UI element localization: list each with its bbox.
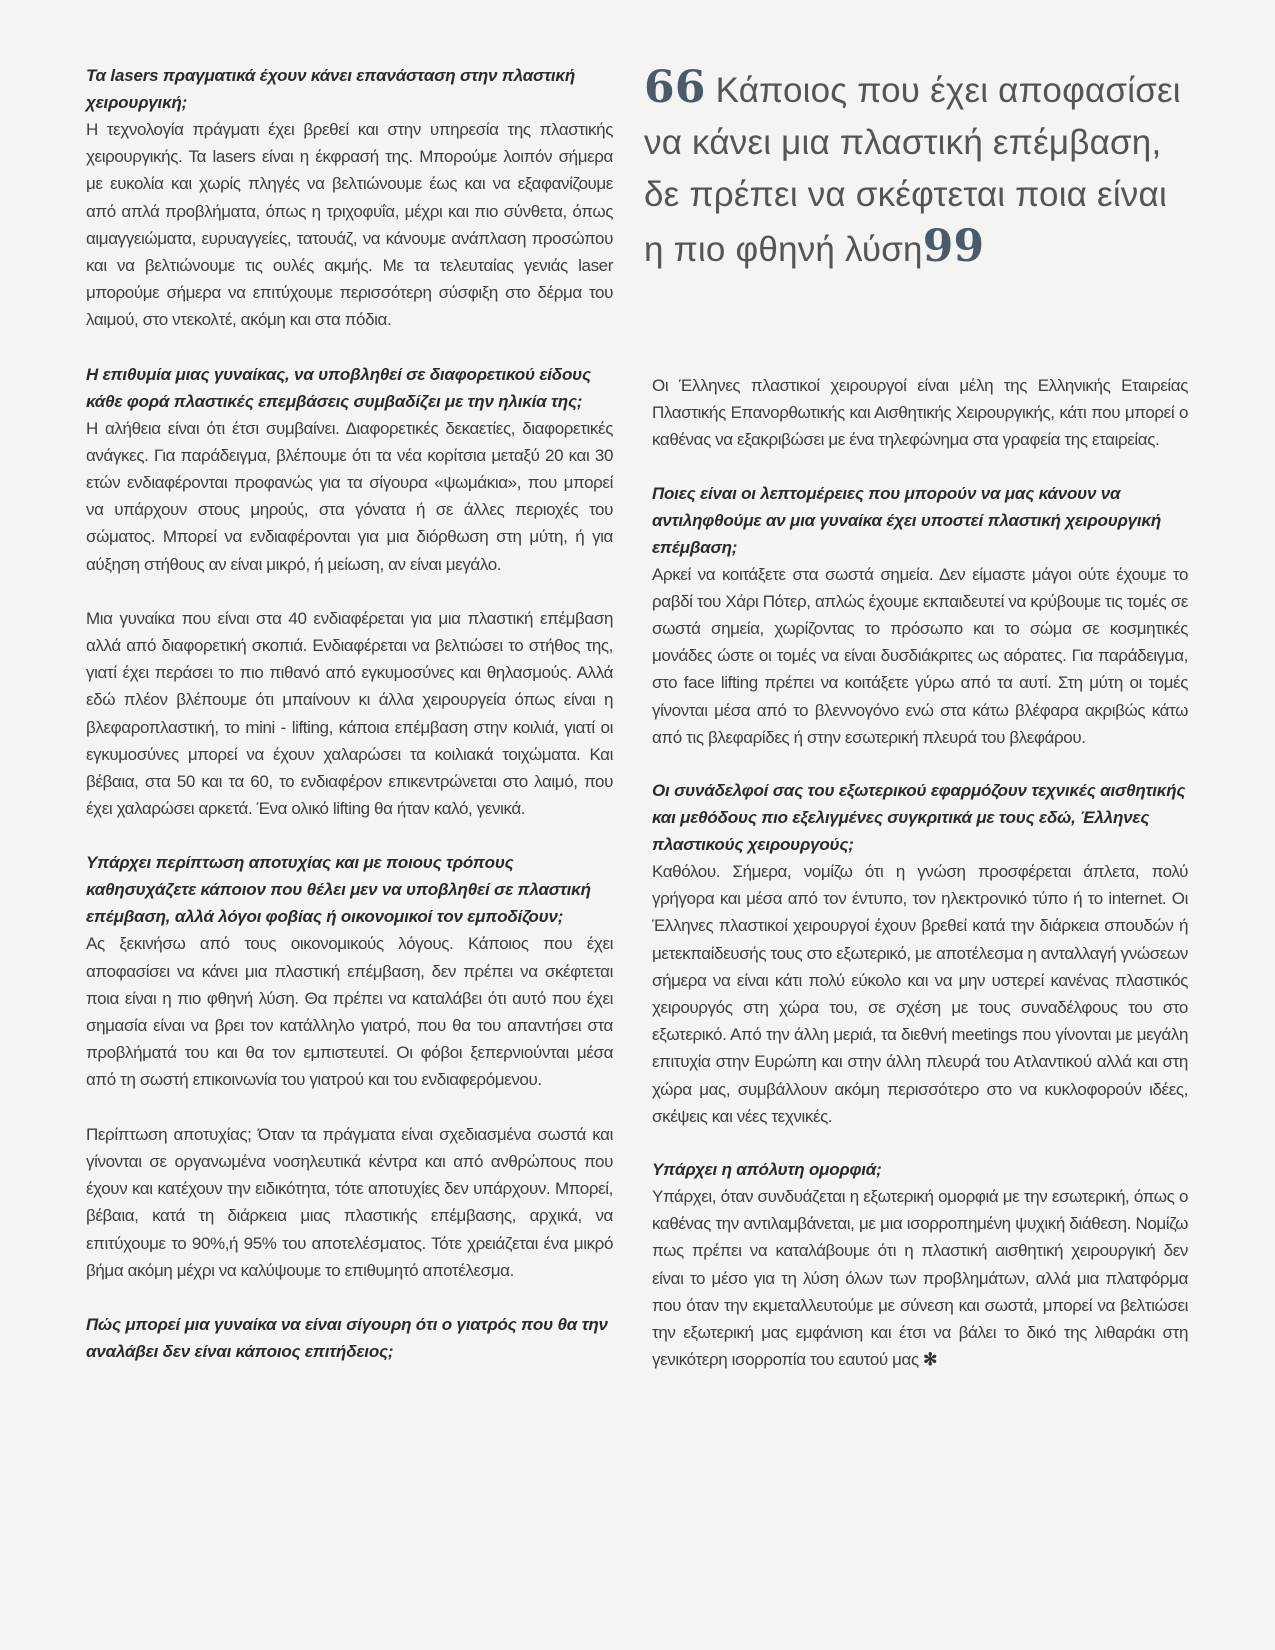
left-column [86,62,613,1365]
question-failure: Υπάρχει περίπτωση αποτυχίας και με ποιους τρόπους καθησυχάζετε κάποιον που θέλει μεν να υποβληθεί σε πλαστική επέμβαση, αλλά λόγοι φοβίας ή οικονομικοί τον εμποδίζουν; [86,853,591,927]
answer-failure: Ας ξεκινήσω από τους οικονομικούς λόγους. Κάποιος που έχει αποφασίσει να κάνει μια πλαστική επέμβαση, δεν πρέπει να σκέφτεται ποια είναι η πιο φθηνή λύση. Θα πρέπει να καταλάβει ότι αυτό που έχει σημασία είναι να βρει τον κατάλληλο γιατρό, που θα του απαντήσει στα προβλήματά του και θα τον εμπιστευτεί. Οι φόβοι ξεπερνιούνται μέσα από τη σωστή επικοινωνία του γιατρού και του ενδιαφερόμενου. [86,934,613,1090]
question-age: Η επιθυμία μιας γυναίκας, να υποβληθεί σε διαφορετικού είδους κάθε φορά πλαστικές επεμβάσεις συμβαδίζει με την ηλικία της; [86,364,591,411]
answer-absolute-beauty [652,1183,1188,1373]
pull-quote [644,62,1188,292]
question-doctor-trust: Πώς μπορεί μια γυναίκα να είναι σίγουρη ότι ο γιατρός που θα την αναλάβει δεν είναι κάποιος επιτήδειος; [86,1314,608,1361]
end-of-article-icon: ✻ [923,1350,937,1370]
question-absolute-beauty: Υπάρχει η απόλυτη ομορφιά; [652,1160,882,1180]
answer-lasers: Η τεχνολογία πράγματι έχει βρεθεί και στην υπηρεσία της πλαστικής χειρουργικής. Τα lasers είναι η έκφρασή της. Μπορούμε λοιπόν σήμερα με ευκολία και χωρίς πληγές να βελτιώνουμε έως και να εξαφανίζουμε από απλά προβλήματα, όπως η τριχοφυΐα, μέχρι και πιο σύνθετα, όπως αιμαγγειώματα, ευρυαγγείες, τατουάζ, να κάνουμε ανάπλαση προσώπου και να βελτιώνουμε τις ουλές ακμής. Με τα τελευταίας γενιάς laser μπορούμε σήμερα να επιτύχουμε περισσότερη σύσφιξη στο δέρμα του λαιμού, στο ντεκολτέ, ακόμη και στα πόδια. [86,120,613,330]
answer-credentials: Οι Έλληνες πλαστικοί χειρουργοί είναι μέλη της Ελληνικής Εταιρείας Πλαστικής Επανορθωτικής και Αισθητικής Χειρουργικής, κάτι που μπορεί ο καθένας να εξακριβώσει με ένα τηλεφώνημα στα γραφεία της εταιρείας. [652,376,1188,450]
question-lasers: Τα lasers πραγματικά έχουν κάνει επανάσταση στην πλαστική χειρουργική; [86,66,576,112]
answer-details: Αρκεί να κοιτάξετε στα σωστά σημεία. Δεν είμαστε μάγοι ούτε έχουμε το ραβδί του Χάρι Πότερ, απλώς έχουμε εκπαιδευτεί να κρύβουμε τις τομές σε σωστά σημεία, χωρίζοντας το πρόσωπο και το σώμα σε κοσμητικές μονάδες ώστε οι τομές να είναι δυσδιάκριτες ως αόρατες. Για παράδειγμα, στο face lifting πρέπει να κοιτάξετε γύρω από τα αυτί. Στη μύτη οι τομές γίνονται μέσα από το βλεννογόνο ενώ στα κάτω βλέφαρα ακριβώς κάτω από τις βλεφαρίδες ή στην εσωτερική πλευρά του βλεφάρου. [652,564,1188,747]
right-column [644,62,1188,1373]
question-colleagues-abroad: Οι συνάδελφοί σας του εξωτερικού εφαρμόζουν τεχνικές αισθητικής και μεθόδους πιο εξελιγμένες συγκριτικά με τους εδώ, Έλληνες πλαστικούς χειρουργούς; [652,781,1186,855]
pull-quote-text: Κάποιος που έχει αποφασίσει να κάνει μια πλαστική επέμβαση, δε πρέπει να σκέφτεται ποια είναι η πιο φθηνή λύση [644,71,1181,269]
close-quote-icon: 99 [922,221,985,272]
answer-age-continued: Μια γυναίκα που είναι στα 40 ενδιαφέρεται για μια πλαστική επέμβαση αλλά από διαφορετική σκοπιά. Ενδιαφέρεται να βελτιώσει το στήθος της, γιατί έχει περάσει το πιο πιθανό από εγκυμοσύνες και θηλασμούς. Αλλά εδώ πλέον βλέπουμε ότι μπαίνουν κι άλλα χειρουργεία όπως είναι η βλεφαροπλαστική, το mini - lifting, κάποια επέμβαση στην κοιλιά, γιατί οι εγκυμοσύνες μπορεί να έχουν χαλαρώσει τα κοιλιακά τοιχώματα. Και βέβαια, στα 50 και τα 60, το ενδιαφέρον επικεντρώνεται στο λαιμό, που έχει χαλαρώσει αρκετά. Ένα ολικό lifting θα ήταν καλό, γενικά. [86,608,613,819]
open-quote-icon: 66 [644,62,706,113]
answer-failure-continued: Περίπτωση αποτυχίας; Όταν τα πράγματα είναι σχεδιασμένα σωστά και γίνονται σε οργανωμένα νοσηλευτικά κέντρα και από ανθρώπους που έχουν και κατέχουν την ειδικότητα, τότε αποτυχίες δεν υπάρχουν. Μπορεί, βέβαια, κατά τη διάρκεια μιας πλαστικής επέμβασης, αρχικά, να επιτύχουμε το 90%,ή 95% του αποτελέσματος. Τότε χρειάζεται ένα μικρό βήμα ακόμη μέχρι να καλύψουμε το επιθυμητό αποτέλεσμα. [86,1124,613,1280]
question-details: Ποιες είναι οι λεπτομέρειες που μπορούν να μας κάνουν να αντιληφθούμε αν μια γυναίκα έχει υποστεί πλαστική χειρουργική επέμβαση; [652,483,1162,557]
answer-age: Η αλήθεια είναι ότι έτσι συμβαίνει. Διαφορετικές δεκαετίες, διαφορετικές ανάγκες. Για παράδειγμα, βλέπουμε ότι τα νέα κορίτσια μεταξύ 20 και 30 ετών ενδιαφέρονται προφανώς για τα σίγουρα «ψωμάκια», που μπορεί να υπάρχουν στους μηρούς, στα γόνατα ή σε άλλες περιοχές του σώματος. Μπορεί να ενδιαφέρονται για μια διόρθωση στη μύτη, ή για αύξηση στήθους αν είναι μικρό, ή μείωση, αν είναι μεγάλο. [86,418,613,574]
answer-absolute-beauty-text: Υπάρχει, όταν συνδυάζεται η εξωτερική ομορφιά με την εσωτερική, όπως ο καθένας την αντιλαμβάνεται, με μια ισορροπημένη ψυχική διάθεση. Νομίζω πως πρέπει να καταλάβουμε ότι η πλαστική αισθητική χειρουργική δεν είναι το μέσο για τη λύση όλων των προβλημάτων, αλλά μια πλατφόρμα που όταν την εκμεταλλευτούμε με σύνεση και σωστά, μπορεί να βελτιώσει την εξωτερική μας εμφάνιση και έτσι να βάλει το δικό της λιθαράκι στη γενικότερη ισορροπία του εαυτού μας [652,1187,1188,1370]
answer-colleagues-abroad: Καθόλου. Σήμερα, νομίζω ότι η γνώση προσφέρεται άπλετα, πολύ γρήγορα και μέσα από τον έντυπο, τον ηλεκτρονικό τύπο ή το internet. Οι Έλληνες πλαστικοί χειρουργοί έχουν βρεθεί κατά την διάρκεια σπουδών ή μετεκπαίδευσής τους στο εξωτερικό, με αποτέλεσμα η ανταλλαγή γνώσεων σήμερα να είναι κάτι πολύ εύκολο και να μην υστερεί κανένας πλαστικός χειρουργός στη χώρα του, σε σχέση με τους συναδέλφους του στο εξωτερικό. Από την άλλη μεριά, τα διεθνή meetings που γίνονται με μεγάλη επιτυχία στην Ευρώπη και στην άλλη πλευρά του Ατλαντικού αλλά και στη χώρα μας, συμβάλλουν ακόμη περισσότερο στο να κυκλοφορούν ιδέες, σκέψεις και νέες τεχνικές. [652,862,1188,1126]
